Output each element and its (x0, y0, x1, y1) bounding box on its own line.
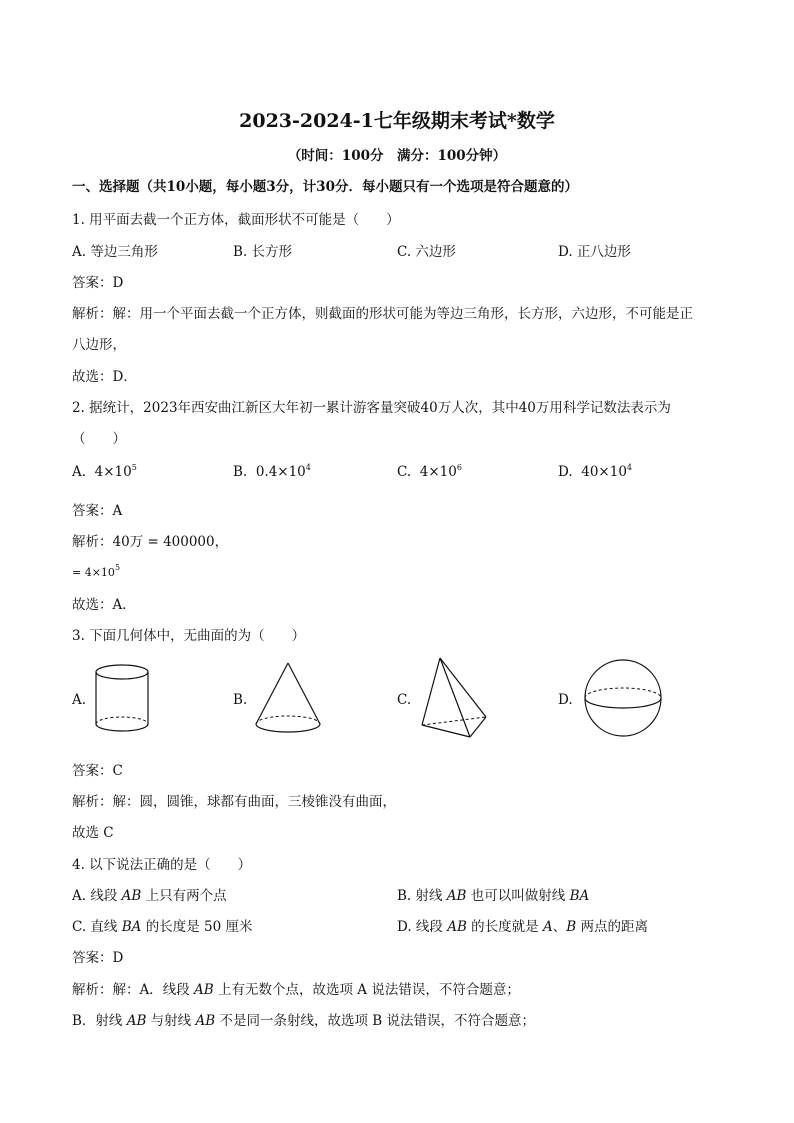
question-3-stem: 3. 下面几何体中，无曲面的为（ ） (72, 628, 306, 644)
q4-option-c: C. 直线 BA 的长度是 50 厘米 (72, 919, 253, 935)
q1-option-a: A. 等边三角形 (72, 244, 158, 260)
sphere-icon (582, 658, 664, 738)
triangular-pyramid-icon (418, 655, 490, 741)
q4-analysis-line-1: 解析：解：A．线段 AB 上有无数个点，故选项 A 说法错误，不符合题意； (72, 982, 520, 998)
q4-option-a: A. 线段 AB 上只有两个点 (72, 888, 227, 904)
q3-conclusion: 故选 C (72, 825, 114, 841)
q2-option-c: C. $4\times 10^6$ (397, 463, 462, 480)
q3-option-a-label: A. (72, 692, 87, 708)
q1-option-b: B. 长方形 (233, 244, 293, 260)
q2-analysis-line-2: = $4\times 10^5$ (72, 563, 121, 579)
question-2-stem: 2. 据统计，2023年西安曲江新区大年初一累计游客量突破40万人次，其中40万用科学记数法表示为 (72, 400, 671, 416)
q2-analysis-line-1: 解析：40万 = 400000， (72, 534, 229, 550)
q1-answer: 答案：D (72, 275, 124, 291)
question-4-stem: 4. 以下说法正确的是（ ） (72, 857, 252, 873)
q4-option-b: B. 射线 AB 也可以叫做射线 BA (397, 888, 590, 904)
q4-answer: 答案：D (72, 950, 124, 966)
q3-answer: 答案：C (72, 763, 123, 779)
cone-icon (252, 660, 324, 740)
q4-analysis-line-2: B．射线 AB 与射线 AB 不是同一条射线，故选项 B 说法错误，不符合题意； (72, 1013, 535, 1029)
q2-option-d: D. $40\times 10^4$ (558, 463, 632, 480)
q1-option-c: C. 六边形 (397, 244, 456, 260)
q1-analysis-line-2: 八边形， (72, 337, 126, 353)
exam-info: （时间：100分 满分：100分钟） (287, 148, 507, 164)
q1-analysis-line-1: 解析：解：用一个平面去截一个正方体，则截面的形状可能为等边三角形，长方形，六边形，不可能是正 (72, 306, 693, 322)
section-heading: 一、选择题（共10小题，每小题3分，计30分．每小题只有一个选项是符合题意的） (72, 179, 578, 195)
q3-option-c-label: C. (397, 692, 412, 708)
q2-conclusion: 故选：A． (72, 597, 136, 613)
q3-analysis: 解析：解：圆，圆锥，球都有曲面，三棱锥没有曲面， (72, 794, 396, 810)
q2-answer: 答案：A (72, 503, 123, 519)
q2-option-b: B. $0.4\times 10^4$ (233, 463, 311, 480)
q2-option-a: A. $4\times 10^5$ (72, 463, 137, 480)
q1-conclusion: 故选：D． (72, 369, 137, 385)
question-1-stem: 1. 用平面去截一个正方体，截面形状不可能是（ ） (72, 212, 400, 228)
q4-option-d: D. 线段 AB 的长度就是 A、B 两点的距离 (397, 919, 648, 935)
page-title: 2023-2024-1七年级期末考试*数学 (239, 110, 555, 132)
q3-option-d-label: D. (558, 692, 573, 708)
q1-option-d: D. 正八边形 (558, 244, 631, 260)
q3-option-b-label: B. (233, 692, 248, 708)
question-2-stem-bracket: （ ） (72, 431, 126, 447)
cylinder-icon (92, 662, 154, 736)
